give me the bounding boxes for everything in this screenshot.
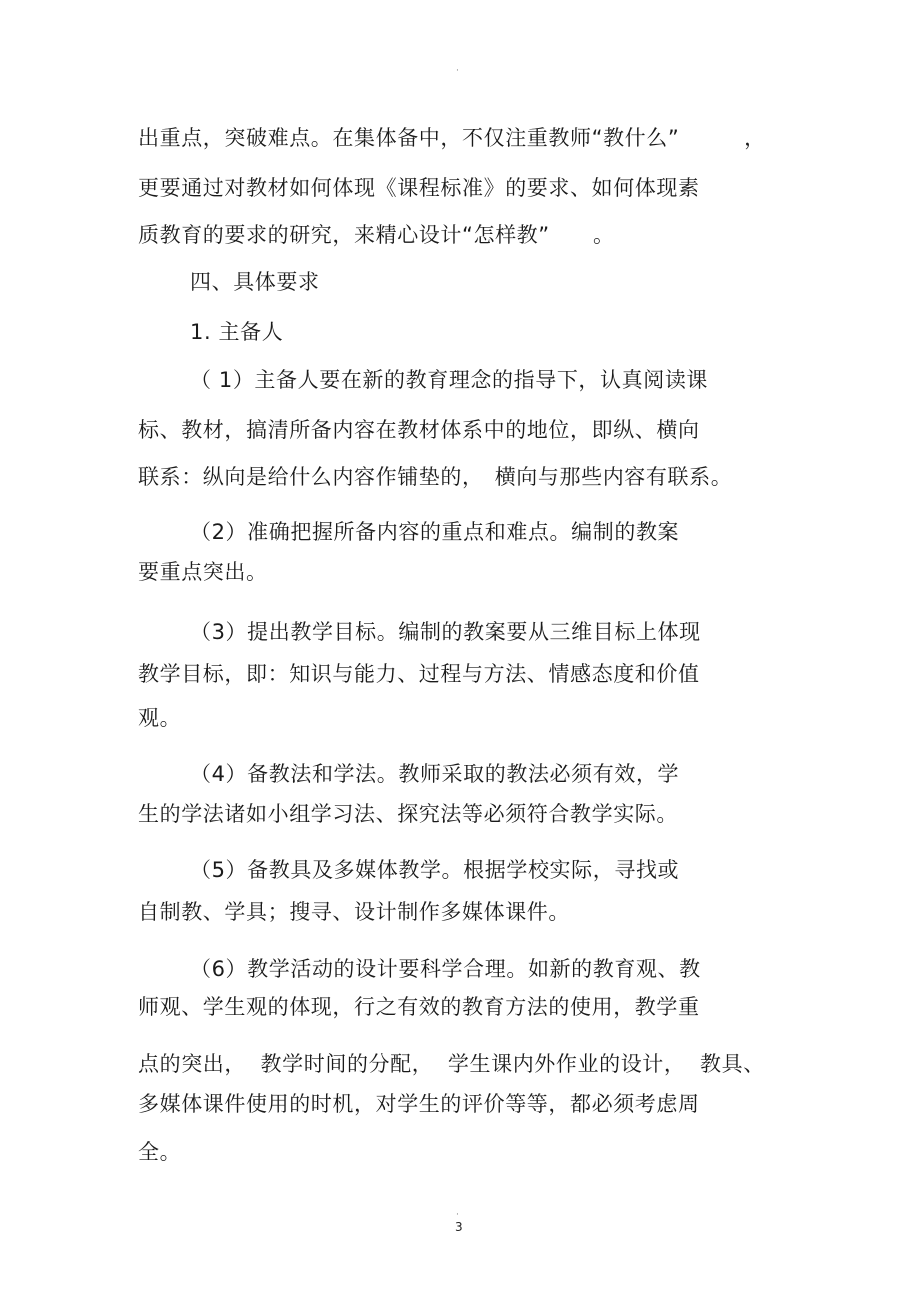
text-line-2: 更要通过对教材如何体现《课程标准》的要求、如何体现素 — [138, 176, 700, 200]
item-3-line-3: 观。 — [138, 706, 182, 730]
text-line-1: 出重点，突破难点。在集体备中，不仅注重教师“教什么” ， — [138, 126, 766, 150]
item-6-line-1: （6）教学活动的设计要科学合理。如新的教育观、教 — [190, 957, 701, 981]
item-3-line-1: （3）提出教学目标。编制的教案要从三维目标上体现 — [190, 620, 701, 644]
page-number: 3 — [455, 1220, 463, 1234]
item-6-line-3: 点的突出， 教学时间的分配， 学生课内外作业的设计， 教具、 — [138, 1052, 765, 1076]
item-6-line-2: 师观、学生观的体现，行之有效的教育方法的使用，教学重 — [138, 995, 700, 1019]
top-mark: · — [456, 66, 459, 76]
item-5-line-2: 自制教、学具；搜寻、设计制作多媒体课件。 — [138, 900, 570, 924]
item-2-line-1: （2）准确把握所备内容的重点和难点。编制的教案 — [190, 520, 680, 544]
subsection-heading: 1. 主备人 — [190, 320, 284, 344]
item-1-line-2: 标、教材，搞清所备内容在教材体系中的地位，即纵、横向 — [138, 418, 700, 442]
item-2-line-2: 要重点突出。 — [138, 560, 268, 584]
item-1-line-1: （ 1）主备人要在新的教育理念的指导下，认真阅读课 — [190, 368, 709, 392]
item-1-line-3: 联系：纵向是给什么内容作铺垫的， 横向与那些内容有联系。 — [138, 465, 733, 489]
item-4-line-2: 生的学法诸如小组学习法、探究法等必须符合教学实际。 — [138, 802, 678, 826]
item-6-line-4: 多媒体课件使用的时机，对学生的评价等等，都必须考虑周 — [138, 1092, 700, 1116]
item-6-line-5: 全。 — [138, 1140, 182, 1164]
item-3-line-2: 教学目标，即：知识与能力、过程与方法、情感态度和价值 — [138, 662, 700, 686]
text-line-3: 质教育的要求的研究，来精心设计“怎样教” 。 — [138, 223, 615, 247]
section-heading: 四、具体要求 — [190, 270, 320, 294]
item-4-line-1: （4）备教法和学法。教师采取的教法必须有效，学 — [190, 762, 680, 786]
bottom-mark: · — [456, 1210, 459, 1220]
item-5-line-1: （5）备教具及多媒体教学。根据学校实际，寻找或 — [190, 858, 680, 882]
